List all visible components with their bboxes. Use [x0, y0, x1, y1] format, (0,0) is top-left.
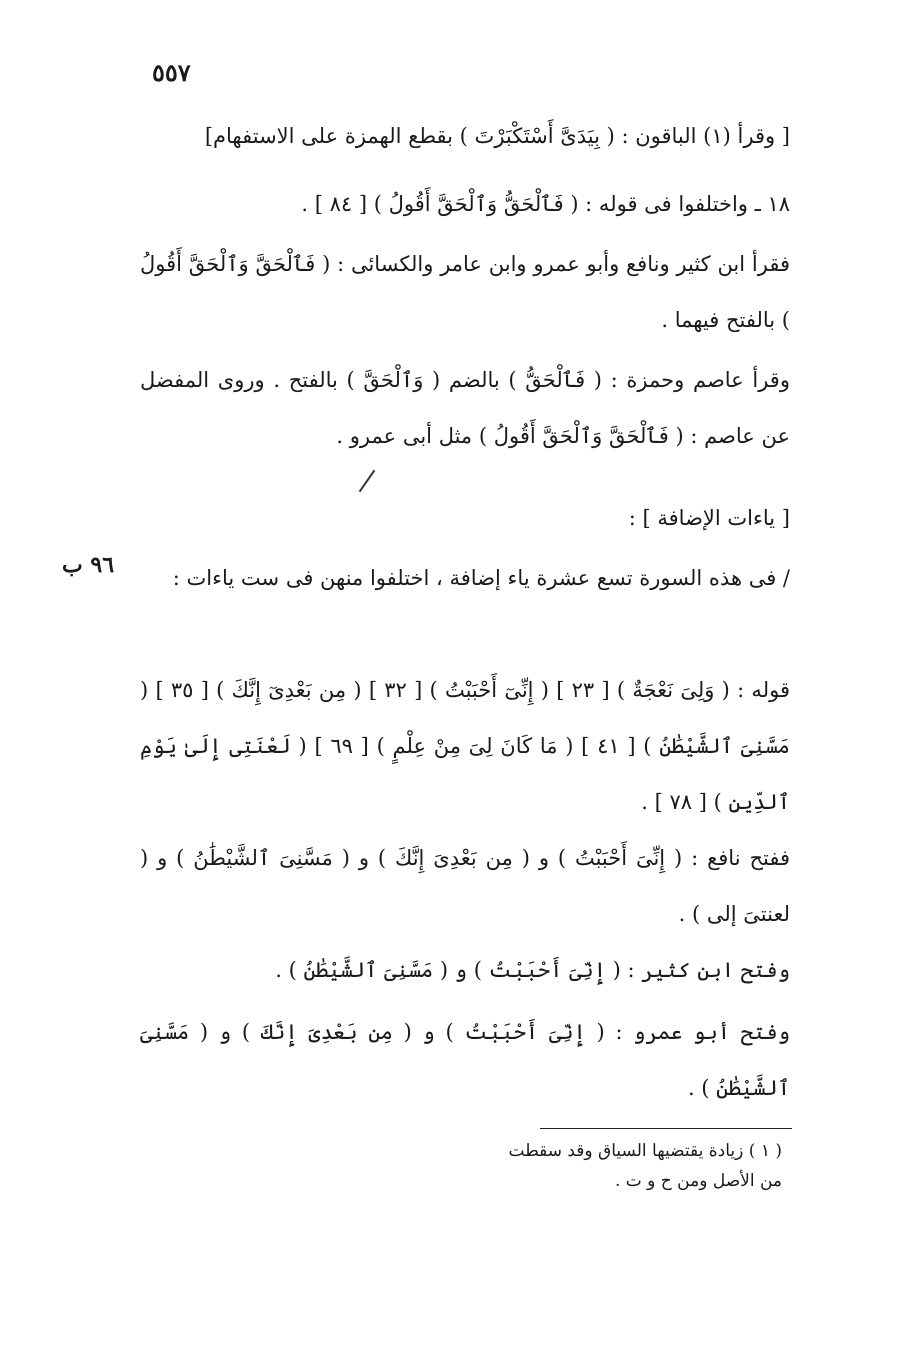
paragraph-1: [ وقرأ (١) الباقون : ( بِيَدَىَّ أَسْتَكْبَرْتَ ) بقطع الهمزة على الاستفهام] [204, 124, 790, 148]
paragraph-3: فقرأ ابن كثير ونافع وأبو عمرو وابن عامر والكسائى : ( فَٱلْحَقَّ وَٱلْحَقَّ أَقُولُ ) بالفتح فيهما . [140, 252, 790, 332]
section-heading: [ ياءات الإضافة ] : [628, 506, 790, 530]
footnote-line-1: ( ١ ) زيادة يقتضيها السياق وقد سقطت [508, 1141, 782, 1161]
stray-mark [359, 470, 376, 492]
footnote-line-2: من الأصل ومن ح و ت . [614, 1171, 782, 1191]
paragraph-8: وفتح ابن كثير : ( إِنِّىَ أَحْبَبْتُ ) و ( مَسَّنِىَ ٱلشَّيْطَٰنُ ) . [275, 958, 790, 982]
paragraph-7: ففتح نافع : ( إِنِّىَ أَحْبَبْتُ ) و ( مِن بَعْدِىَ إِنَّكَ ) و ( مَسَّنِىَ ٱلشَّيْطَٰنُ ) و ( لعنتىَ إلى ) . [140, 846, 790, 926]
margin-note: ٩٦ ب [62, 552, 115, 578]
paragraph-2: ١٨ ـ واختلفوا فى قوله : ( فَٱلْحَقُّ وَٱلْحَقَّ أَقُولُ ) [ ٨٤ ] . [301, 192, 790, 216]
page-number: ٥٥٧ [152, 58, 191, 87]
paragraph-5: / فى هذه السورة تسع عشرة ياء إضافة ، اختلفوا منهن فى ست ياءات : [172, 566, 790, 590]
paragraph-6: قوله : ( وَلِىَ نَعْجَةٌ ) [ ٢٣ ] ( إِنِّىٓ أَحْبَبْتُ ) [ ٣٢ ] ( مِن بَعْدِىٓ إِنَّكَ ) [ ٣٥ ] ( مَسَّنِىَ ٱلشَّيْطَٰنُ ) [ ٤١ ] ( مَا كَانَ لِىَ مِنْ عِلْمٍ ) [ ٦٩ ] ( لَعْنَتِى إِلَىٰ يَوْمِ ٱلدِّينِ ) [ ٧٨ ] . [140, 678, 790, 814]
paragraph-4: وقرأ عاصم وحمزة : ( فَٱلْحَقُّ ) بالضم ( وَٱلْحَقَّ ) بالفتح . وروى المفضل عن عاصم : ( فَٱلْحَقَّ وَٱلْحَقَّ أَقُولُ ) مثل أبى عمرو . [140, 368, 790, 448]
footnote-rule [540, 1128, 792, 1129]
footnote [422, 1136, 782, 1196]
paragraph-9: وفتح أبو عمرو : ( إِنِّىَ أَحْبَبْتُ ) و ( مِن بَعْدِىَ إِنَّكَ ) و ( مَسَّنِىَ ٱلشَّيْطَٰنُ ) . [140, 1020, 790, 1100]
